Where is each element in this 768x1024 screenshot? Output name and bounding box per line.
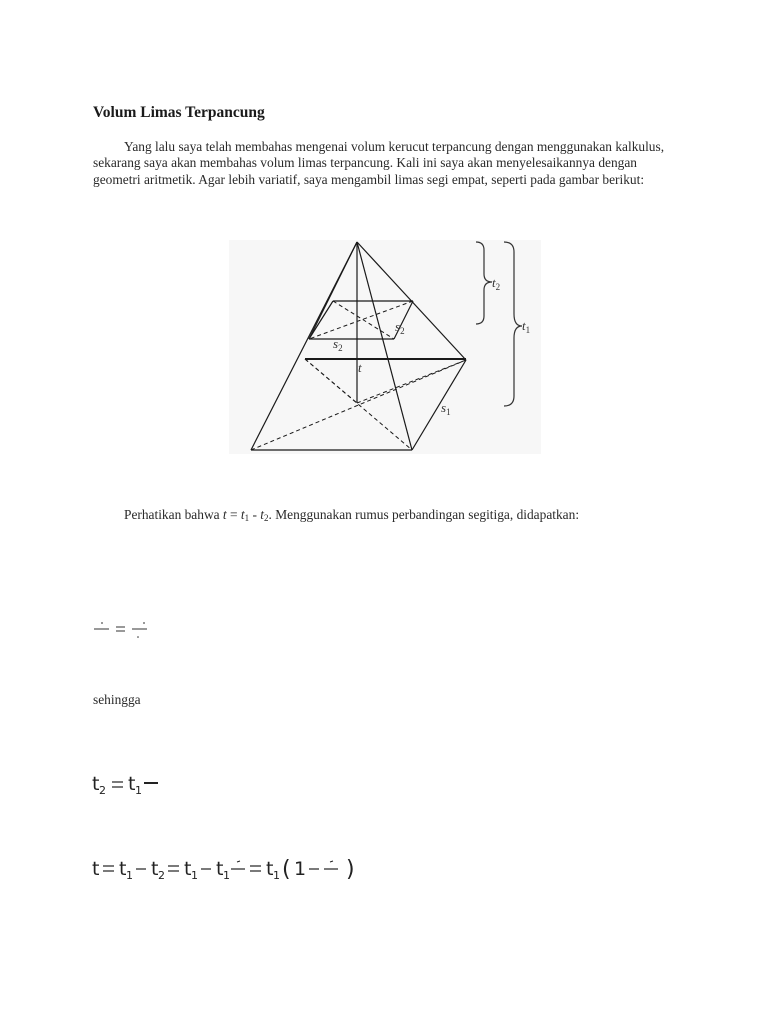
brace-t2 [476, 242, 492, 324]
svg-text:t: t [151, 858, 159, 880]
intro-paragraph [93, 139, 683, 188]
note-var-t2: t [260, 507, 265, 522]
svg-text:t: t [216, 858, 224, 880]
intro-text: Yang lalu saya telah membahas mengenai volum kerucut terpancung dengan menggunakan kalkulus, sekarang saya akan membahas volum limas terpancung. Kali ini saya akan menyelesaikannya dengan geometri aritmetik. Agar lebih variatif, saya mengambil limas segi empat, seperti pada gambar berikut: [93, 139, 665, 187]
note-var-t: t [222, 507, 227, 522]
height-braces [470, 238, 540, 414]
note-prefix: Perhatikan bahwa [124, 507, 223, 522]
equation-ratio [92, 616, 162, 644]
label-t2: $t_2$ [492, 275, 501, 292]
note-var-t1: t [240, 507, 245, 522]
svg-text:t: t [92, 773, 100, 795]
svg-text:2: 2 [99, 784, 106, 797]
svg-text:t: t [184, 858, 192, 880]
label-t1: $t_1$ [522, 318, 531, 335]
svg-text:1: 1 [223, 869, 230, 882]
sehingga-text: sehingga [93, 692, 141, 707]
svg-text:(: ( [282, 857, 291, 882]
svg-text:t: t [266, 858, 274, 880]
note-sentence [124, 507, 579, 523]
note-equals: = [226, 507, 241, 522]
document-title: Volum Limas Terpancung [93, 104, 265, 121]
svg-text:1: 1 [126, 869, 133, 882]
note-sub-1: 1 [244, 513, 250, 523]
svg-text:t: t [119, 858, 127, 880]
equation-t2 [92, 766, 182, 800]
brace-t1 [504, 242, 522, 406]
label-t: t [358, 360, 362, 375]
svg-text:t: t [128, 773, 136, 795]
svg-text:): ) [346, 857, 355, 882]
note-suffix: . Menggunakan rumus perbandingan segitiga, didapatkan: [268, 507, 580, 522]
label-s2-top: $s_2$ [395, 319, 405, 336]
equation-t [92, 851, 372, 885]
svg-text:1: 1 [135, 784, 142, 797]
svg-text:t: t [92, 858, 100, 880]
label-s2-left: $s_2$ [333, 336, 343, 353]
note-minus: - [249, 507, 261, 522]
svg-text:1: 1 [273, 869, 280, 882]
svg-text:2: 2 [158, 869, 165, 882]
svg-text:1: 1 [191, 869, 198, 882]
svg-text:1: 1 [294, 858, 307, 880]
label-s1: $s_1$ [441, 400, 451, 417]
note-sub-2: 2 [264, 513, 269, 523]
